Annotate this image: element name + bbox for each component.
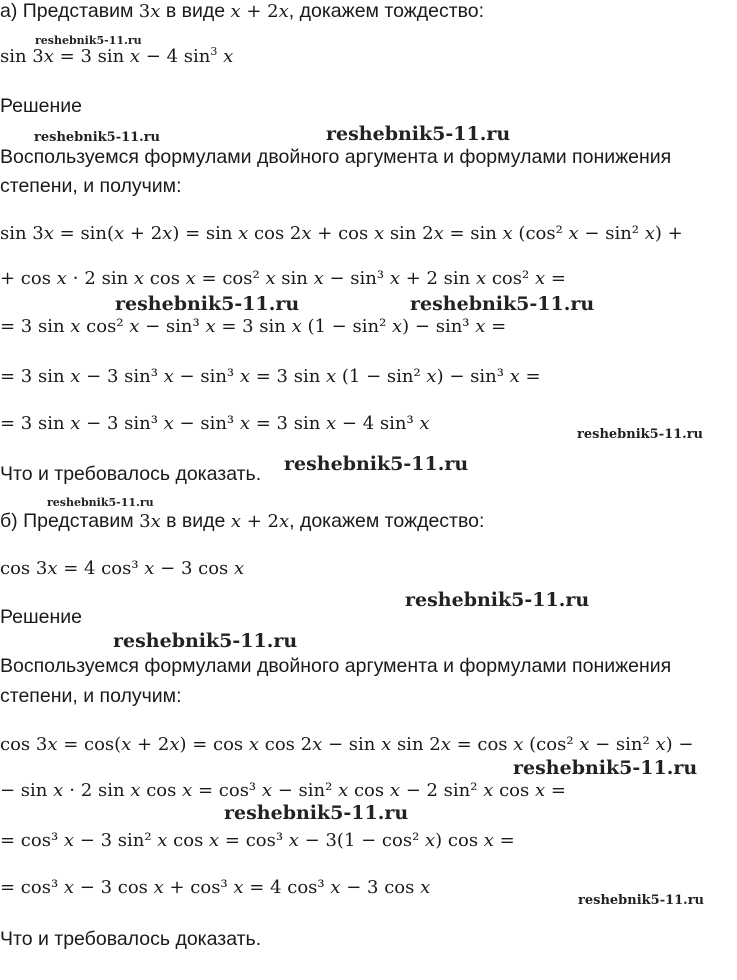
part-a-heading: а) Представим 3𝑥 в виде 𝑥 + 2𝑥, докажем тождество:: [0, 0, 485, 22]
part-a-equation-1: sin 3𝑥 = sin(𝑥 + 2𝑥) = sin 𝑥 cos 2𝑥 + cos 𝑥 sin 2𝑥 = sin 𝑥 (cos² 𝑥 − sin² 𝑥) +: [0, 223, 683, 244]
part-b-equation-3: = cos³ 𝑥 − 3 sin² 𝑥 cos 𝑥 = cos³ 𝑥 − 3(1 − cos² 𝑥) cos 𝑥 =: [0, 830, 515, 851]
part-b-heading: б) Представим 3𝑥 в виде 𝑥 + 2𝑥, докажем тождество:: [0, 510, 485, 532]
part-a-equation-3: = 3 sin 𝑥 cos² 𝑥 − sin³ 𝑥 = 3 sin 𝑥 (1 − sin² 𝑥) − sin³ 𝑥 =: [0, 316, 507, 337]
part-b-intro-line-1: Воспользуемся формулами двойного аргумента и формулами понижения: [0, 655, 672, 677]
part-a-solution-label: Решение: [0, 95, 82, 117]
watermark: reshebnik5-11.ru: [405, 589, 590, 611]
watermark: reshebnik5-11.ru: [284, 453, 469, 475]
watermark: reshebnik5-11.ru: [326, 123, 511, 145]
watermark: reshebnik5-11.ru: [578, 893, 705, 908]
part-b-identity: cos 3𝑥 = 4 cos³ 𝑥 − 3 cos 𝑥: [0, 558, 245, 579]
part-a-equation-5: = 3 sin 𝑥 − 3 sin³ 𝑥 − sin³ 𝑥 = 3 sin 𝑥 − 4 sin³ 𝑥: [0, 413, 430, 434]
watermark: reshebnik5-11.ru: [577, 427, 704, 442]
watermark: reshebnik5-11.ru: [47, 496, 154, 509]
part-a-intro-line-2: степени, и получим:: [0, 175, 182, 197]
watermark: reshebnik5-11.ru: [513, 757, 698, 779]
watermark: reshebnik5-11.ru: [34, 130, 161, 145]
part-a-equation-4: = 3 sin 𝑥 − 3 sin³ 𝑥 − sin³ 𝑥 = 3 sin 𝑥 (1 − sin² 𝑥) − sin³ 𝑥 =: [0, 366, 541, 387]
part-a-conclusion: Что и требовалось доказать.: [0, 463, 262, 485]
watermark: reshebnik5-11.ru: [410, 293, 595, 315]
part-a-equation-2: + cos 𝑥 ⋅ 2 sin 𝑥 cos 𝑥 = cos² 𝑥 sin 𝑥 − sin³ 𝑥 + 2 sin 𝑥 cos² 𝑥 =: [0, 268, 566, 289]
watermark: reshebnik5-11.ru: [113, 630, 298, 652]
part-a-identity: sin 3𝑥 = 3 sin 𝑥 − 4 $\sin^3$ 𝑥: [0, 45, 234, 67]
watermark: reshebnik5-11.ru: [35, 34, 142, 47]
part-b-conclusion: Что и требовалось доказать.: [0, 928, 262, 950]
part-b-solution-label: Решение: [0, 606, 82, 628]
part-b-intro-line-2: степени, и получим:: [0, 685, 182, 707]
part-b-equation-1: cos 3𝑥 = cos(𝑥 + 2𝑥) = cos 𝑥 cos 2𝑥 − sin 𝑥 sin 2𝑥 = cos 𝑥 (cos² 𝑥 − sin² 𝑥) −: [0, 734, 694, 755]
watermark: reshebnik5-11.ru: [115, 293, 300, 315]
part-b-equation-4: = cos³ 𝑥 − 3 cos 𝑥 + cos³ 𝑥 = 4 cos³ 𝑥 − 3 cos 𝑥: [0, 877, 431, 898]
part-a-intro-line-1: Воспользуемся формулами двойного аргумента и формулами понижения: [0, 146, 672, 168]
part-b-equation-2: − sin 𝑥 ⋅ 2 sin 𝑥 cos 𝑥 = cos³ 𝑥 − sin² 𝑥 cos 𝑥 − 2 sin² 𝑥 cos 𝑥 =: [0, 780, 566, 801]
watermark: reshebnik5-11.ru: [224, 802, 409, 824]
